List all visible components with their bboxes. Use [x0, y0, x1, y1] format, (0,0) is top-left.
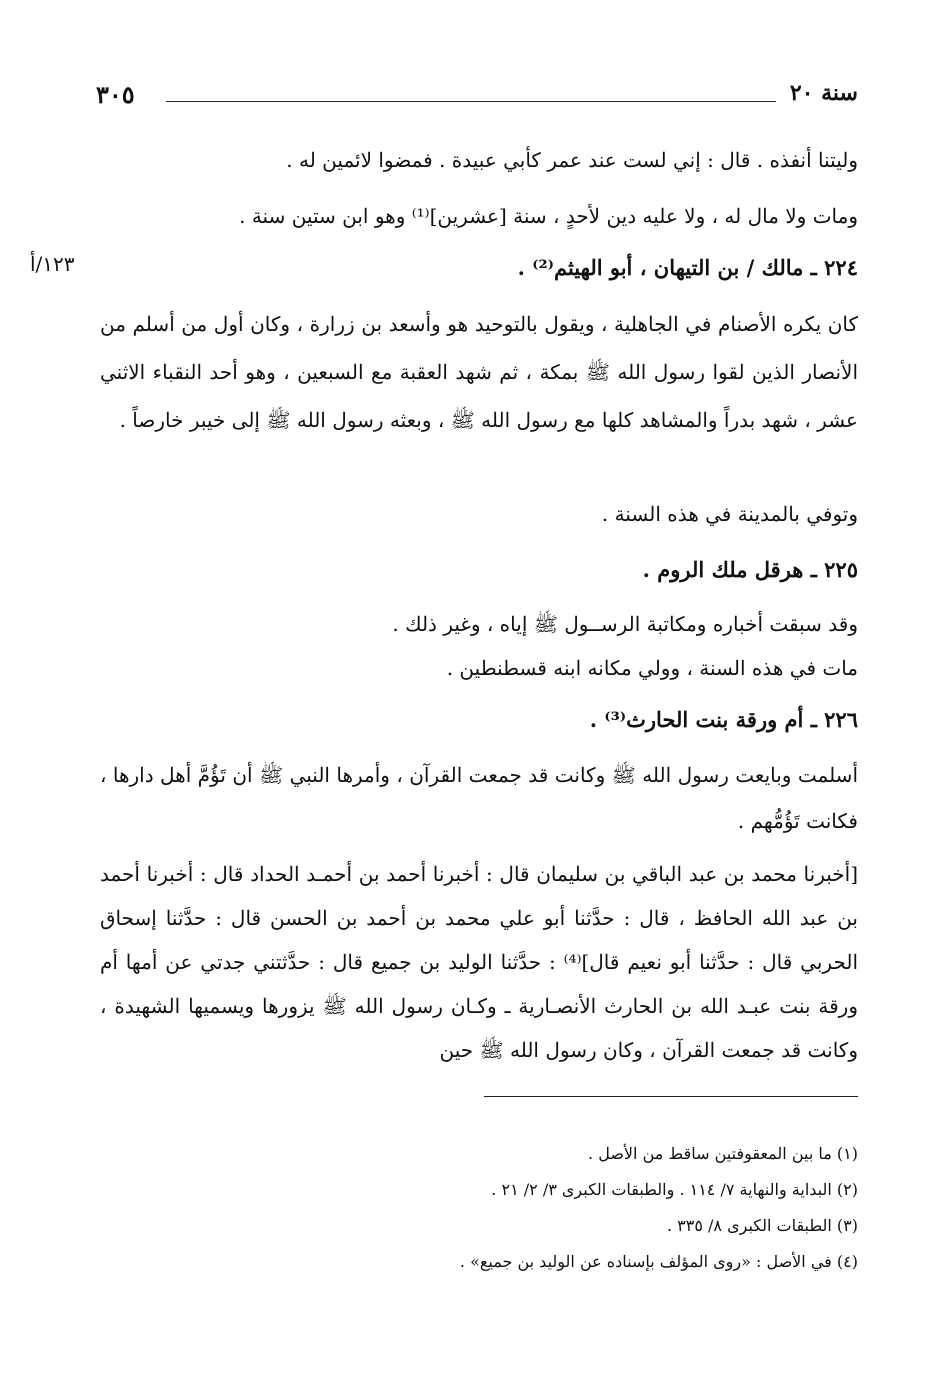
paragraph: مات في هذه السنة ، وولي مكانه ابنه قسطنطين .	[446, 656, 858, 680]
paragraph: وتوفي بالمدينة في هذه السنة .	[601, 502, 858, 526]
paragraph: كان يكره الأصنام في الجاهلية ، ويقول بالتوحيد هو وأسعد بن زرارة ، وكان أول من أسلم من الأنصار الذين لقوا رسول الله ﷺ بمكة ، ثم شهد العقبة مع السبعين ، وهو أحد النقباء الاثني عشر ، شهد بدراً والمشاهد كلها مع رسول الله ﷺ ، وبعثه رسول الله ﷺ إلى خيبر خارصاً .	[100, 312, 858, 432]
entry-224-body	[100, 300, 858, 444]
margin-manuscript-ref: ١٢٣/أ	[30, 252, 75, 276]
text-line-1	[100, 136, 858, 184]
footnote: (٤) في الأصل : «روى المؤلف بإسناده عن الوليد بن جميع» .	[459, 1252, 858, 1271]
entry-226-body	[100, 752, 858, 844]
paragraph: ومات ولا مال له ، ولا عليه دين لأحدٍ ، سنة [عشرين]⁽¹⁾ وهو ابن ستين سنة .	[239, 204, 858, 228]
footnotes	[100, 1136, 858, 1280]
entry-225-body-2	[100, 644, 858, 692]
footnote: (٢) البداية والنهاية ٧/ ١١٤ . والطبقات الكبرى ٣/ ٢/ ٢١ .	[491, 1180, 858, 1199]
text-line-2	[100, 192, 858, 240]
footnote: (١) ما بين المعقوفتين ساقط من الأصل .	[588, 1144, 858, 1163]
entry-heading: ٢٢٤ ـ مالك / بن التيهان ، أبو الهيثم⁽²⁾ .	[517, 255, 858, 280]
paragraph: وقد سبقت أخباره ومكاتبة الرســول ﷺ إياه ، وغير ذلك .	[392, 612, 858, 636]
entry-225-body-1	[100, 600, 858, 648]
paragraph: وليتنا أنفذه . قال : إني لست عند عمر كأبي عبيدة . فمضوا لائمين له .	[286, 148, 858, 172]
entry-224-death	[100, 490, 858, 538]
entry-225	[100, 546, 858, 594]
entry-heading: ٢٢٥ ـ هرقل ملك الروم .	[642, 557, 858, 582]
entry-226-isnad	[100, 852, 858, 1072]
page-number: ٣٠٥	[96, 80, 135, 109]
entry-226	[100, 696, 858, 744]
entry-heading: ٢٢٦ ـ أم ورقة بنت الحارث⁽³⁾ .	[589, 707, 858, 732]
paragraph: أسلمت وبايعت رسول الله ﷺ وكانت قد جمعت القرآن ، وأمرها النبي ﷺ أن تَؤُمَّ أهل دارها ، فكانت تَؤُمُّهم .	[100, 763, 858, 833]
year-label: سنة ٢٠	[789, 80, 858, 106]
entry-224	[100, 244, 858, 292]
running-header	[96, 80, 858, 120]
footnote: (٣) الطبقات الكبرى ٨/ ٣٣٥ .	[666, 1216, 858, 1235]
footnote-separator	[484, 1096, 858, 1097]
paragraph: [أخبرنا محمد بن عبد الباقي بن سليمان قال : أخبرنا أحمد بن أحمـد الحداد قال : أخبرنا أحمد بن عبد الله الحافظ ، قال : حدَّثنا أبو علي محمد بن أحمد بن الحسن قال : حدَّثنا إسحاق الحربي قال : حدَّثنا أبو نعيم قال]⁽⁴⁾ : حدَّثنا الوليد بن جميع قال : حدَّثتني جدتي عن أمها أم ورقة بنت عبـد الله بن الحارث الأنصـارية ـ وكـان رسول الله ﷺ يزورها ويسميها الشهيدة ، وكانت قد جمعت القرآن ، وكان رسول الله ﷺ حين	[100, 862, 859, 1062]
header-rule	[166, 101, 776, 102]
